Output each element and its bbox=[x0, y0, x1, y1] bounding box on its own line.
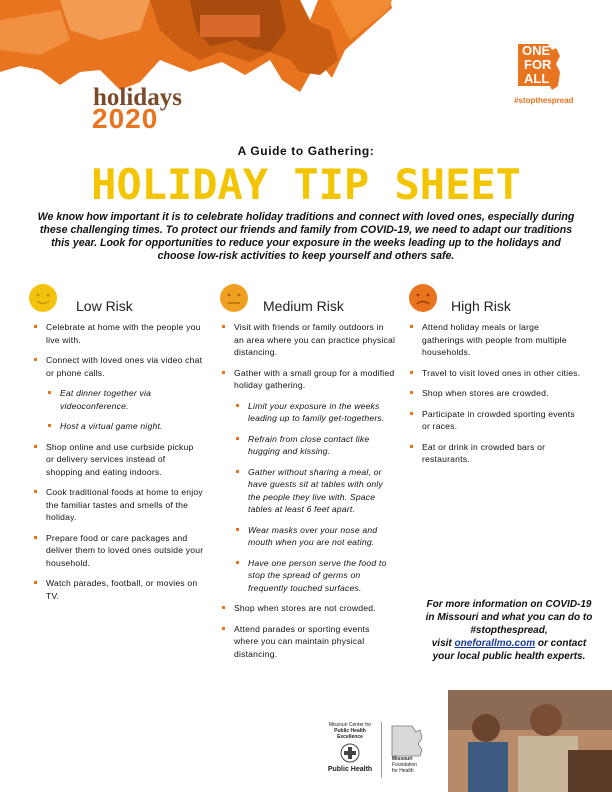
more-info-block bbox=[424, 598, 594, 663]
list-item: Connect with loved ones via video chat or phone calls. bbox=[32, 354, 204, 379]
event-word: holidays bbox=[93, 84, 182, 111]
low-risk-list bbox=[32, 321, 204, 610]
divider bbox=[381, 722, 382, 778]
partner-2-line-2: Foundation bbox=[392, 762, 418, 768]
high-risk-list bbox=[408, 321, 582, 474]
list-item: Attend holiday meals or large gatherings with people from multiple households. bbox=[408, 321, 582, 359]
website-link[interactable]: oneforallmo.com bbox=[454, 638, 536, 649]
list-item: Cook traditional foods at home to enjoy the familiar tastes and smells of the holiday. bbox=[32, 486, 204, 524]
list-item: Prepare food or care packages and deliver them to loved ones outside your household. bbox=[32, 532, 204, 570]
event-year: 2020 bbox=[92, 103, 159, 134]
family-photo bbox=[448, 690, 612, 792]
visit-text: visit bbox=[431, 638, 452, 649]
list-item: Refrain from close contact like hugging and kissing. bbox=[220, 433, 396, 458]
one-for-all-logo bbox=[516, 42, 562, 92]
list-item: Eat dinner together via videoconference. bbox=[32, 387, 204, 412]
partner-2-line-3: for Health bbox=[392, 768, 414, 774]
list-item: Travel to visit loved ones in other cities. bbox=[408, 367, 582, 380]
list-item: Host a virtual game night. bbox=[32, 420, 204, 433]
health-emblem-icon bbox=[340, 743, 360, 763]
frowning-face-icon bbox=[408, 283, 438, 313]
medium-risk-title: Medium Risk bbox=[263, 298, 344, 314]
list-item: Participate in crowded sporting events or races. bbox=[408, 408, 582, 433]
partner-1-line-2: Public Health Excellence bbox=[334, 728, 366, 740]
list-item: Eat or drink in crowded bars or restaurants. bbox=[408, 441, 582, 466]
smiling-face-icon bbox=[28, 283, 58, 313]
list-item: Wear masks over your nose and mouth when you are not eating. bbox=[220, 524, 396, 549]
more-info-text: For more information on COVID-19 in Missouri and what you can do to #stopthespread, bbox=[425, 599, 593, 636]
page-title: HOLIDAY TIP SHEET bbox=[91, 160, 521, 209]
list-item: Gather without sharing a meal, or have guests sit at tables with only the people they live with. Space tables at least 6 feet apart. bbox=[220, 466, 396, 516]
partner-2-line-1: Missouri bbox=[392, 756, 413, 762]
partner-1-line-1: Missouri Center for bbox=[328, 722, 372, 728]
list-item: Watch parades, football, or movies on TV. bbox=[32, 577, 204, 602]
list-item: Shop when stores are crowded. bbox=[408, 387, 582, 400]
subtitle: A Guide to Gathering: bbox=[237, 144, 375, 158]
list-item: Have one person serve the food to stop the spread of germs on frequently touched surfaces. bbox=[220, 557, 396, 595]
list-item: Shop online and use curbside pickup or delivery services instead of shopping and eating indoors. bbox=[32, 441, 204, 479]
high-risk-title: High Risk bbox=[451, 298, 511, 314]
logo-line-2: FOR bbox=[524, 57, 552, 72]
list-item: Shop when stores are not crowded. bbox=[220, 602, 396, 615]
more-info-contact: or contact your local public health experts. bbox=[432, 638, 587, 662]
list-item: Attend parades or sporting events where you can maintain physical distancing. bbox=[220, 623, 396, 661]
missouri-shape-icon bbox=[390, 724, 424, 758]
list-item: Gather with a small group for a modified holiday gathering. bbox=[220, 367, 396, 392]
hashtag: #stopthespread bbox=[514, 96, 574, 105]
partner-1-bold: Public Health bbox=[327, 766, 373, 773]
list-item: Limit your exposure in the weeks leading up to family get-togethers. bbox=[220, 400, 396, 425]
missouri-foundation-logo bbox=[392, 756, 432, 774]
medium-risk-list bbox=[220, 321, 396, 668]
neutral-face-icon bbox=[219, 283, 249, 313]
list-item: Celebrate at home with the people you live with. bbox=[32, 321, 204, 346]
low-risk-title: Low Risk bbox=[76, 298, 133, 314]
logo-line-1: ONE bbox=[522, 43, 551, 58]
list-item: Visit with friends or family outdoors in an area where you can practice physical distancing. bbox=[220, 321, 396, 359]
logo-line-3: ALL bbox=[524, 71, 550, 86]
public-health-logo bbox=[322, 722, 378, 773]
intro-paragraph: We know how important it is to celebrate holiday traditions and connect with loved ones, especially during these challenging times. To protect our friends and family from COVID-19, we need to adapt our traditions this year. Look for opportunities to reduce your exposure in the weeks leading up to the holidays and choose low-risk activities to keep yourself and others safe. bbox=[37, 211, 575, 262]
